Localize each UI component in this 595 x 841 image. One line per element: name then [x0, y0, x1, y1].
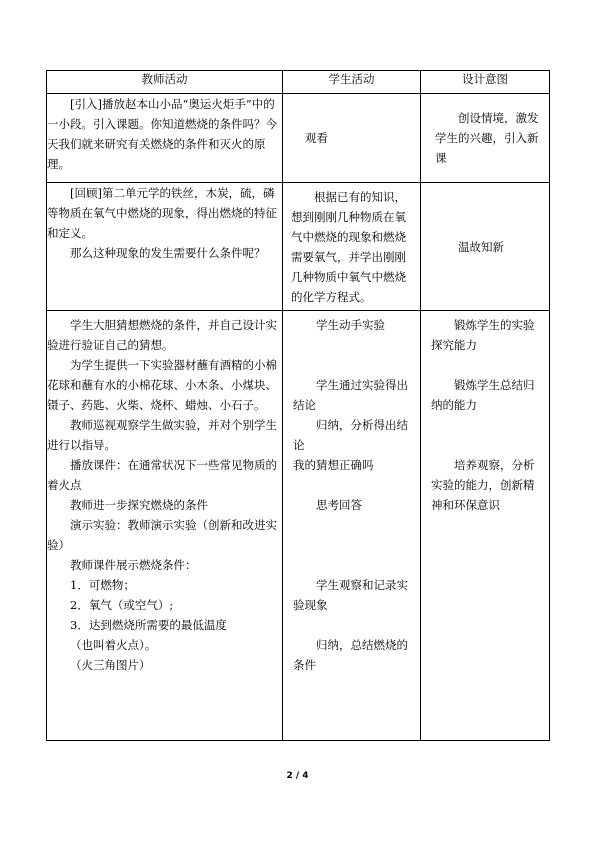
teacher-text: 学生大胆猜想燃烧的条件，并自己设计实验进行验证自己的猜想。 [47, 318, 277, 352]
teacher-text: 演示实验：教师演示实验（创新和改进实验） [47, 518, 277, 552]
header-design-intent: 设计意图 [421, 71, 550, 94]
teacher-text: 那么这种现象的发生需要什么条件呢？ [70, 246, 266, 260]
student-text: 学生观察和记录实验现象 [293, 578, 408, 612]
intent-text: 培养观察，分析实验的能力，创新精神和环保意识 [431, 458, 535, 512]
student-text: 根据已有的知识，想到刚刚几种物质在氧气中燃烧的现象和燃烧需要氧气，并学出刚刚几种物质中氧气中燃烧的化学方程式。 [291, 190, 406, 304]
intent-text: 锻炼学生的实验探究能力 [431, 318, 535, 352]
student-text: 思考回答 [316, 498, 362, 512]
header-student-activity: 学生活动 [283, 71, 421, 94]
design-intent-cell [421, 311, 550, 741]
teacher-text: 为学生提供一下实验器材蘸有酒精的小棉花球和蘸有水的小棉花球、小木条、小煤块、镊子、药匙、火柴、烧杯、蜡烛、小石子。 [47, 358, 277, 412]
teacher-text: 教师巡视观察学生做实验，并对个别学生进行以指导。 [47, 418, 277, 452]
table-row [47, 183, 550, 311]
student-text: 观看 [305, 131, 328, 145]
teacher-text: 1．可燃物； [70, 578, 135, 592]
teacher-text: （火三角图片） [70, 658, 151, 672]
table-row [47, 94, 550, 183]
intent-text: 锻炼学生总结归纳的能力 [431, 378, 535, 412]
table-row [47, 311, 550, 741]
teacher-text: （也叫着火点）。 [70, 638, 157, 652]
student-activity-cell [283, 311, 421, 741]
student-text: 归纳，分析得出结论 [293, 418, 408, 452]
student-activity-cell [283, 183, 421, 311]
intent-text: 温故知新 [458, 239, 504, 254]
lesson-plan-table [46, 70, 550, 741]
design-intent-cell [421, 94, 550, 183]
teacher-text: 教师课件展示燃烧条件： [70, 558, 197, 572]
design-intent-cell [421, 183, 550, 311]
intent-text: 创设情境，激发学生的兴趣，引入新课 [435, 111, 539, 165]
teacher-text: 播放课件：在通常状况下一些常见物质的着火点 [47, 458, 277, 492]
teacher-text: [回顾]第二单元学的铁丝，木炭，硫，磷等物质在氧气中燃烧的现象，得出燃烧的特征和定义。 [47, 186, 277, 240]
student-activity-cell [283, 94, 421, 183]
teacher-activity-cell [47, 311, 283, 741]
student-text: 归纳，总结燃烧的条件 [293, 638, 408, 672]
teacher-text: 2．氧气（或空气）; [70, 598, 174, 612]
teacher-activity-cell [47, 183, 283, 311]
student-text: 学生通过实验得出结论 [293, 378, 408, 412]
teacher-activity-cell [47, 94, 283, 183]
student-text: 我的猜想正确吗 [293, 458, 374, 472]
teacher-text: 3．达到燃烧所需要的最低温度 [70, 618, 227, 632]
table-header-row [47, 71, 550, 94]
page-number: 2 / 4 [286, 771, 309, 781]
student-text: 学生动手实验 [316, 318, 385, 332]
teacher-text: 教师进一步探究燃烧的条件 [70, 498, 208, 512]
header-teacher-activity: 教师活动 [47, 71, 283, 94]
teacher-text: [引入]播放赵本山小品“奥运火炬手”中的一小段。引入课题。你知道燃烧的条件吗？今天我们就来研究有关燃烧的条件和灭火的原理。 [47, 97, 277, 171]
